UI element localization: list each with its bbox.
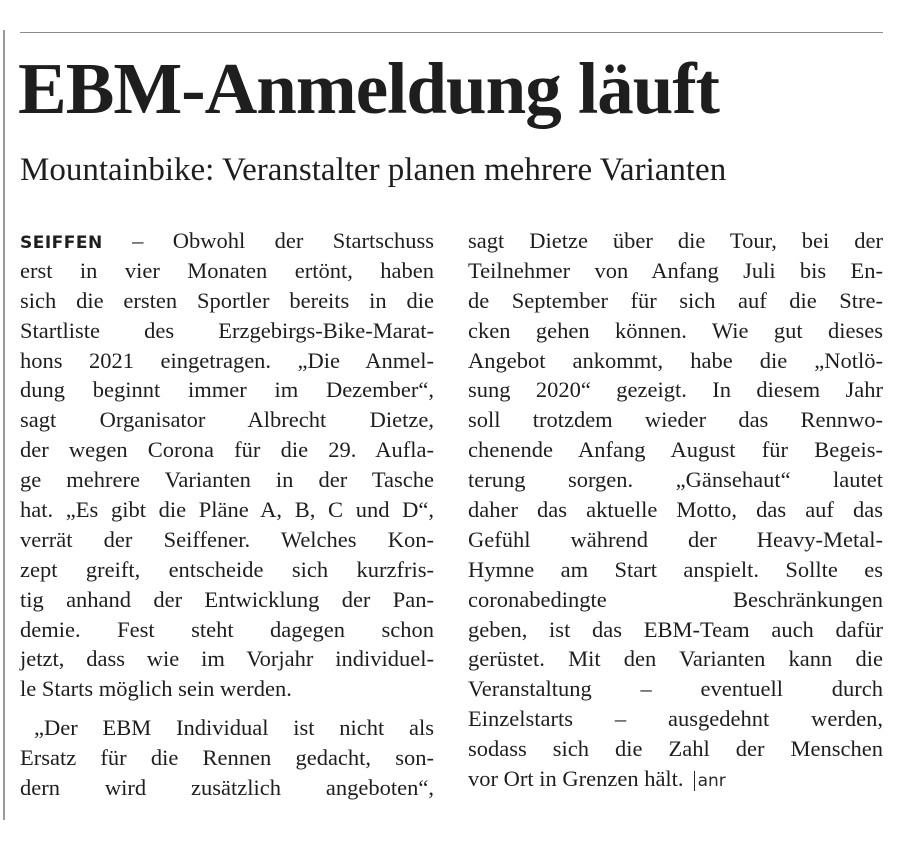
text-line: Teilnehmer von Anfang Juli bis En- bbox=[468, 257, 883, 283]
author-signature: anr bbox=[694, 771, 726, 791]
text-line: sagt Organisator Albrecht Dietze, bbox=[20, 407, 434, 433]
text-line: verrät der Seiffener. Welches Kon- bbox=[20, 526, 434, 552]
top-rule bbox=[20, 32, 883, 33]
text-line: hat. „Es gibt die Pläne A, B, C und D“, bbox=[20, 497, 434, 523]
text-line: „Der EBM Individual ist nicht als bbox=[34, 715, 434, 741]
text-line: Veranstaltung – eventuell durch bbox=[468, 676, 883, 702]
page-left-border bbox=[3, 30, 5, 820]
text-line: le Starts möglich sein werden. bbox=[20, 676, 292, 702]
text-line: hons 2021 eingetragen. „Die Anmel- bbox=[20, 347, 434, 373]
text-line: sagt Dietze über die Tour, bei der bbox=[468, 228, 883, 253]
text-line: soll trotzdem wieder das Rennwo- bbox=[468, 407, 883, 433]
headline: EBM-Anmeldung läuft bbox=[18, 48, 719, 129]
text-line: zept greift, entscheide sich kurzfris- bbox=[20, 556, 434, 582]
text-line: sich die ersten Sportler bereits in die bbox=[20, 287, 434, 313]
text-line: erst in vier Monaten ertönt, haben bbox=[20, 257, 434, 283]
article-column-right bbox=[468, 226, 883, 794]
text-line: de September für sich auf die Stre- bbox=[468, 287, 883, 313]
text-line: SEIFFEN – Obwohl der Startschuss bbox=[20, 228, 435, 253]
text-line: tig anhand der Entwicklung der Pan- bbox=[20, 586, 434, 612]
text-line: Startliste des Erzgebirgs-Bike-Marat- bbox=[20, 317, 434, 343]
article-column-left bbox=[20, 226, 434, 803]
text-line: der wegen Corona für die 29. Aufla- bbox=[20, 437, 434, 463]
text-line: ge mehrere Varianten in der Tasche bbox=[20, 467, 434, 493]
text-line: Gefühl während der Heavy-Metal- bbox=[468, 526, 883, 552]
text-line: coronabedingte Beschränkungen bbox=[468, 586, 883, 612]
text-line: daher das aktuelle Motto, das auf das bbox=[468, 497, 883, 523]
text-line: chenende Anfang August für Begeis- bbox=[468, 437, 883, 463]
text-line: Ersatz für die Rennen gedacht, son- bbox=[20, 745, 434, 771]
text-line: Angebot ankommt, habe die „Notlö- bbox=[468, 347, 883, 373]
text-line: Einzelstarts – ausgedehnt werden, bbox=[468, 706, 883, 732]
text-line: demie. Fest steht dagegen schon bbox=[20, 616, 434, 642]
text-line: jetzt, dass wie im Vorjahr individuel- bbox=[20, 646, 434, 672]
text-line: gerüstet. Mit den Varianten kann die bbox=[468, 646, 883, 672]
text-line: Hymne am Start anspielt. Sollte es bbox=[468, 556, 883, 582]
text-line: cken gehen können. Wie gut dieses bbox=[468, 317, 883, 343]
text-line: dern wird zusätzlich angeboten“, bbox=[20, 775, 434, 801]
text-line: vor Ort in Grenzen hält. anr bbox=[468, 766, 726, 792]
text-line: dung beginnt immer im Dezember“, bbox=[20, 377, 434, 403]
subheadline: Mountainbike: Veranstalter planen mehrere Varianten bbox=[20, 152, 727, 188]
text-line: terung sorgen. „Gänsehaut“ lautet bbox=[468, 467, 883, 493]
dateline: SEIFFEN bbox=[20, 233, 103, 253]
text-line: sodass sich die Zahl der Menschen bbox=[468, 736, 883, 762]
text-line: geben, ist das EBM-Team auch dafür bbox=[468, 616, 883, 642]
text-line: sung 2020“ gezeigt. In diesem Jahr bbox=[468, 377, 883, 403]
